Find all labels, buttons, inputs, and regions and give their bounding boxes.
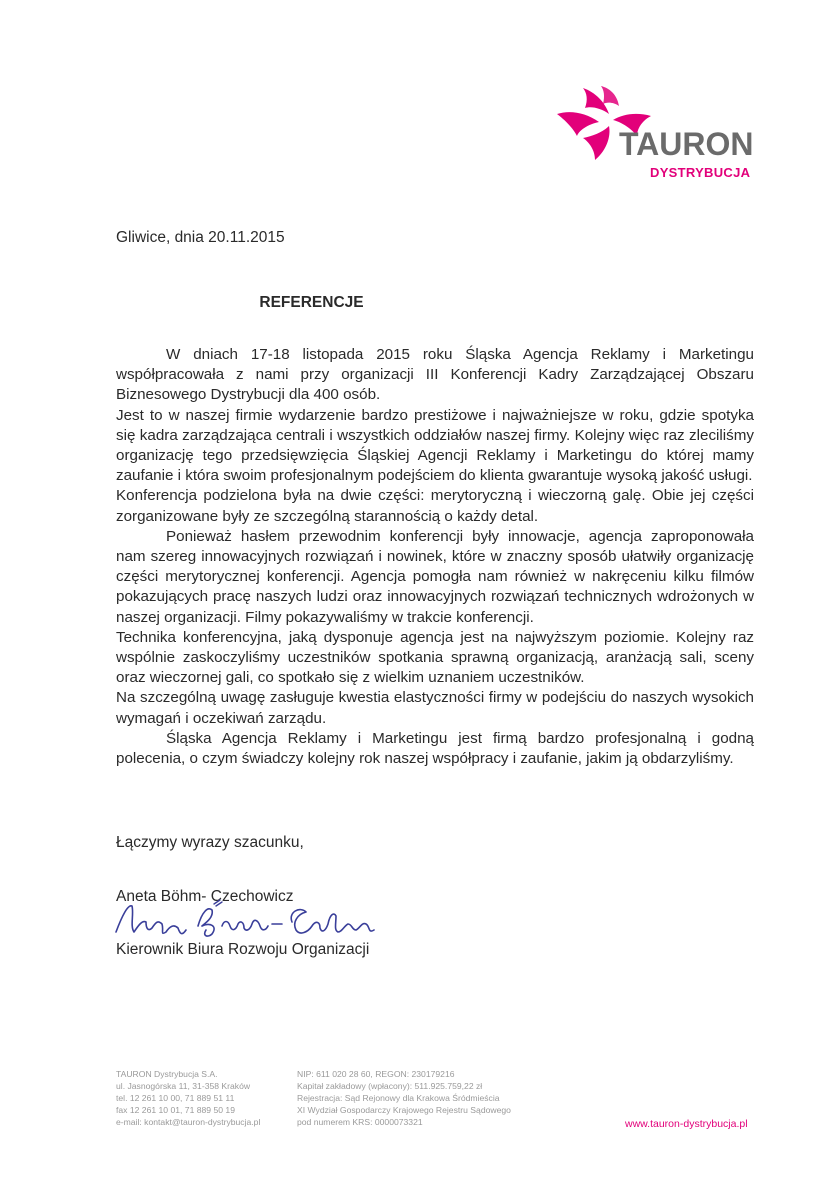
letter-body xyxy=(116,345,754,769)
footer-right-line: Rejestracja: Sąd Rejonowy dla Krakowa Śródmieścia xyxy=(297,1093,500,1103)
footer-right-line: Kapitał zakładowy (wpłacony): 511.925.759,22 zł xyxy=(297,1081,483,1091)
footer-left-line: TAURON Dystrybucja S.A. xyxy=(116,1069,218,1079)
paragraph-3: Konferencja podzielona była na dwie części: merytoryczną i wieczorną galę. Obie jej części zorganizowane były ze szczególną starannością o każdy detal. xyxy=(116,487,754,525)
footer-left-line: ul. Jasnogórska 11, 31-358 Kraków xyxy=(116,1081,251,1091)
footer-right-line: pod numerem KRS: 0000073321 xyxy=(297,1117,423,1127)
paragraph-7: Śląska Agencja Reklamy i Marketingu jest firmą bardzo profesjonalną i godną polecenia, o czym świadczy kolejny rok naszej współpracy i zaufanie, jakim ją obdarzyliśmy. xyxy=(116,729,754,768)
footer-registration-info xyxy=(297,1068,511,1128)
signer-role: Kierownik Biura Rozwoju Organizacji xyxy=(116,941,370,958)
logo-subtitle: DYSTRYBUCJA xyxy=(650,165,751,180)
paragraph-6: Na szczególną uwagę zasługuje kwestia elastyczności firmy w podejściu do naszych wysokich wymagań i oczekiwań zarządu. xyxy=(116,689,754,727)
handwritten-signature xyxy=(112,896,382,946)
footer-email: e-mail: kontakt@tauron-dystrybucja.pl xyxy=(116,1117,261,1127)
website-link: www.tauron-dystrybucja.pl xyxy=(625,1118,748,1130)
footer-left-line: tel. 12 261 10 00, 71 889 51 11 xyxy=(116,1093,235,1103)
tauron-logo xyxy=(555,84,760,184)
signer-name: Aneta Böhm- Czechowicz xyxy=(116,888,294,905)
letter-title xyxy=(0,294,839,312)
letter-title-text: REFERENCJE xyxy=(259,294,364,311)
footer-left-line: fax 12 261 10 01, 71 889 50 19 xyxy=(116,1105,235,1115)
logo-wordmark: TAURON xyxy=(619,126,754,162)
footer-right-line: NIP: 611 020 28 60, REGON: 230179216 xyxy=(297,1069,455,1079)
paragraph-4: Ponieważ hasłem przewodnim konferencji były innowacje, agencja zaproponowała nam szereg innowacyjnych rozwiązań i nowinek, które w znaczny sposób ułatwiły organizację części merytorycznej konferencji. Agencja pomogła nam również w nakręceniu kilku filmów pokazujących pracę naszych ludzi oraz innowacyjnych rozwiązań technicznych wdrożonych w naszej organizacji. Filmy pokazywaliśmy w trakcie konferencji. xyxy=(116,527,754,626)
date-line: Gliwice, dnia 20.11.2015 xyxy=(116,229,285,246)
paragraph-2: Jest to w naszej firmie wydarzenie bardzo prestiżowe i najważniejsze w roku, gdzie spotyka się kadra zarządzająca centrali i wszystkich oddziałów naszej firmy. Kolejny więc raz zleciliśmy organizację tego przedsięwzięcia Śląskiej Agencji Reklamy i Marketingu do której mamy zaufanie i która swoim profesjonalnym podejściem do klienta gwarantuje wysoką jakość usługi. xyxy=(116,406,754,485)
closing-line: Łączymy wyrazy szacunku, xyxy=(116,834,304,851)
paragraph-5: Technika konferencyjna, jaką dysponuje agencja jest na najwyższym poziomie. Kolejny raz wspólnie zaskoczyliśmy uczestników spotkania sprawną organizacją, aranżacją sali, sceny oraz wieczornej gali, co spotkało się z wielkim uznaniem uczestników. xyxy=(116,628,754,687)
footer-right-line: XI Wydział Gospodarczy Krajowego Rejestru Sądowego xyxy=(297,1105,511,1115)
footer-company-info xyxy=(116,1068,260,1128)
paragraph-1: W dniach 17-18 listopada 2015 roku Śląska Agencja Reklamy i Marketingu współpracowała z nami przy organizacji III Konferencji Kadry Zarządzającej Obszaru Biznesowego Dystrybucji dla 400 osób. xyxy=(116,346,754,404)
